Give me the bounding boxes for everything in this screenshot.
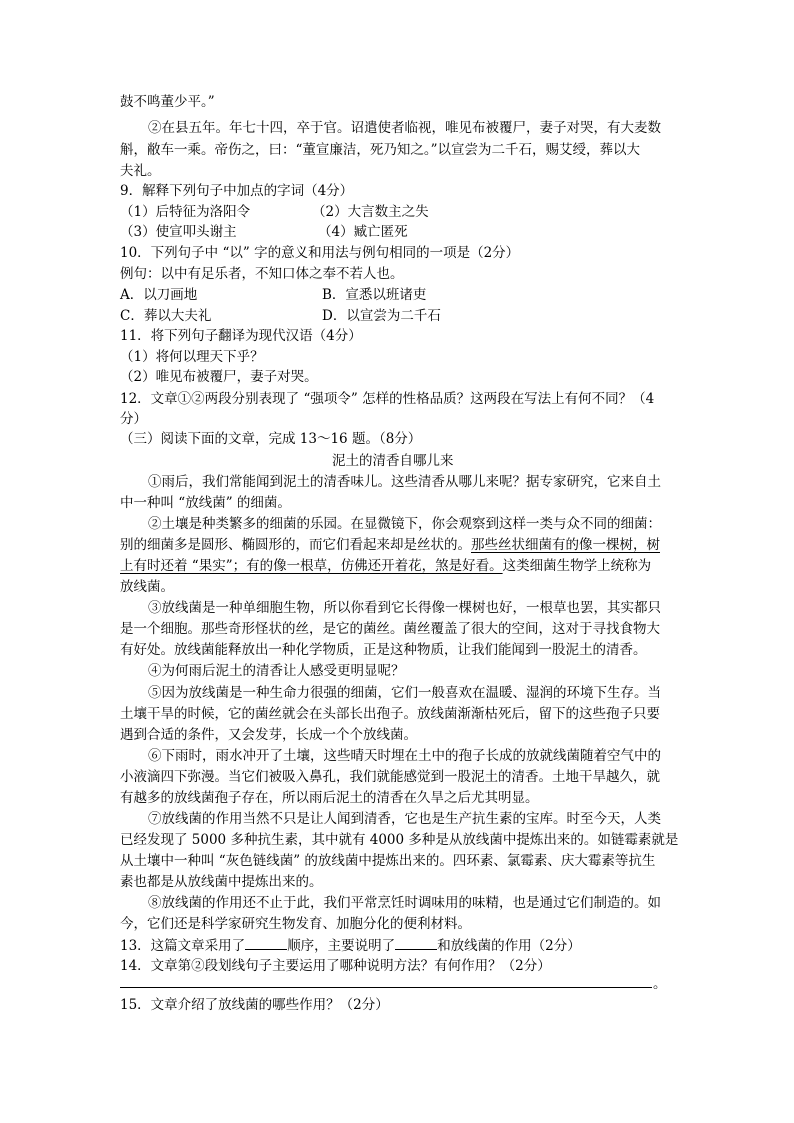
question-15: 15．文章介绍了放线菌的哪些作用？（2分） bbox=[120, 997, 389, 1013]
article-title: 泥土的清香自哪儿来 bbox=[332, 453, 454, 469]
paragraph-2: ②土壤是种类繁多的细菌的乐园。在显微镜下，你会观察到这样一类与众不同的细菌： bbox=[148, 516, 661, 532]
paragraph-7: 素也都是从放线菌中提炼出来的。 bbox=[120, 874, 323, 890]
paragraph-5: 遇到合适的条件，又会发芽，长成一个个放线菌。 bbox=[120, 727, 417, 743]
paragraph-7: 已经发现了 5000 多种抗生素，其中就有 4000 多种是从放线菌中提炼出来的。如链霉素就是 bbox=[120, 832, 679, 848]
question-11-item: （1）将何以理天下乎？ bbox=[120, 349, 264, 365]
question-11: 11．将下列句子翻译为现代汉语（4分） bbox=[120, 328, 362, 344]
paragraph-3: ③放线菌是一种单细胞生物，所以你看到它长得像一棵树也好，一根草也罢，其实都只 bbox=[148, 600, 661, 616]
question-9: 9．解释下列句子中加点的字词（4分） bbox=[120, 183, 354, 199]
question-10: 10．下列句子中 “以” 字的意义和用法与例句相同的一项是（2分） bbox=[120, 245, 520, 261]
paragraph-2: 别的细菌多是圆形、椭圆形的，而它们看起来却是丝状的。那些丝状细菌有的像一棵树，树 bbox=[120, 537, 660, 553]
question-10-options: A．以刀画地 B．宣悉以班诸吏 bbox=[120, 287, 427, 303]
passage-line: ②在县五年。年七十四，卒于官。诏遣使者临视，唯见布被覆尸，妻子对哭，有大麦数 bbox=[148, 120, 661, 136]
passage-line: 鼓不鸣董少平。” bbox=[120, 94, 215, 110]
question-13: 13．这篇文章采用了 顺序，主要说明了 和放线菌的作用（2分） bbox=[0, 935, 794, 956]
underlined-sentence: 那些丝状细菌有的像一棵树，树 bbox=[471, 537, 660, 553]
answer-line-end: 。 bbox=[653, 976, 667, 992]
question-12: 分） bbox=[120, 411, 147, 427]
paragraph-3: 是一个细胞。那些奇形怪状的丝，是它的菌丝。菌丝覆盖了很大的空间，这对于寻找食物大 bbox=[120, 621, 660, 637]
question-10-example: 例句：以中有足乐者，不知口体之奉不若人也。 bbox=[120, 266, 404, 282]
paragraph-8: 今，它们还是科学家研究生物发育、加胞分化的便利材料。 bbox=[120, 916, 471, 932]
answer-blank[interactable] bbox=[395, 935, 437, 950]
paragraph-6: 有越多的放线菌孢子存在，所以雨后泥土的清香在久旱之后尤其明显。 bbox=[120, 790, 539, 806]
section-3-heading: （三）阅读下面的文章，完成 13～16 题。（8分） bbox=[120, 431, 422, 447]
paragraph-1: 中一种叫 “放线菌” 的细菌。 bbox=[120, 495, 291, 511]
paragraph-8: ⑧放线菌的作用还不止于此，我们平常烹饪时调味用的味精，也是通过它们制造的。如 bbox=[148, 895, 661, 911]
passage-line: 夫礼。 bbox=[120, 163, 161, 179]
question-14: 14．文章第②段划线句子主要运用了哪种说明方法？有何作用？（2分） bbox=[120, 958, 551, 974]
paragraph-7: 从土壤中一种叫 “灰色链线菌” 的放线菌中提炼出来的。四环素、氯霉素、庆大霉素等抗生 bbox=[120, 853, 656, 869]
paragraph-5: ⑤因为放线菌是一种生命力很强的细菌，它们一般喜欢在温暖、湿润的环境下生存。当 bbox=[148, 685, 661, 701]
question-9-items: （1）后特征为洛阳令 （2）大言数主之失 bbox=[120, 204, 429, 220]
paragraph-2: 上有时还着 “果实”；有的像一根草，仿佛还开着花，煞是好看。这类细菌生物学上统称为 bbox=[120, 558, 652, 574]
question-9-items: （3）使宣叩头谢主 （4）臧亡匿死 bbox=[120, 224, 408, 240]
paragraph-3: 有好处。放线菌能释放出一种化学物质，正是这种物质，让我们能闻到一股泥土的清香。 bbox=[120, 642, 647, 658]
passage-line: 斛，敝车一乘。帝伤之，曰：“董宣廉洁，死乃知之。”以宣尝为二千石，赐艾绶，葬以大 bbox=[120, 142, 641, 158]
paragraph-5: 土壤干旱的时候，它的菌丝就会在头部长出孢子。放线菌渐渐枯死后，留下的这些孢子只要 bbox=[120, 706, 660, 722]
question-10-options: C．葬以大夫礼 D．以宣尝为二千石 bbox=[120, 308, 441, 324]
question-12: 12．文章①②两段分别表现了 “强项令” 怎样的性格品质？这两段在写法上有何不同？（4 bbox=[120, 391, 655, 407]
underlined-sentence: 上有时还着 “果实”；有的像一根草，仿佛还开着花，煞是好看。 bbox=[120, 558, 503, 574]
paragraph-1: ①雨后，我们常能闻到泥土的清香味儿。这些清香从哪儿来呢？据专家研究，它来自土 bbox=[148, 474, 661, 490]
paragraph-7: ⑦放线菌的作用当然不只是让人闻到清香，它也是生产抗生素的宝库。时至今天，人类 bbox=[148, 811, 661, 827]
paragraph-4: ④为何雨后泥土的清香让人感受更明显呢？ bbox=[148, 663, 405, 679]
question-11-item: （2）唯见布被覆尸，妻子对哭。 bbox=[120, 369, 318, 385]
paragraph-2: 放线菌。 bbox=[120, 579, 174, 595]
answer-blank[interactable] bbox=[245, 935, 287, 950]
paragraph-6: 小液滴四下弥漫。当它们被吸入鼻孔，我们就能感觉到一股泥土的清香。土地干旱越久，就 bbox=[120, 769, 660, 785]
paragraph-6: ⑥下雨时，雨水冲开了土壤，这些晴天时埋在土中的孢子长成的放就线菌随着空气中的 bbox=[148, 748, 661, 764]
